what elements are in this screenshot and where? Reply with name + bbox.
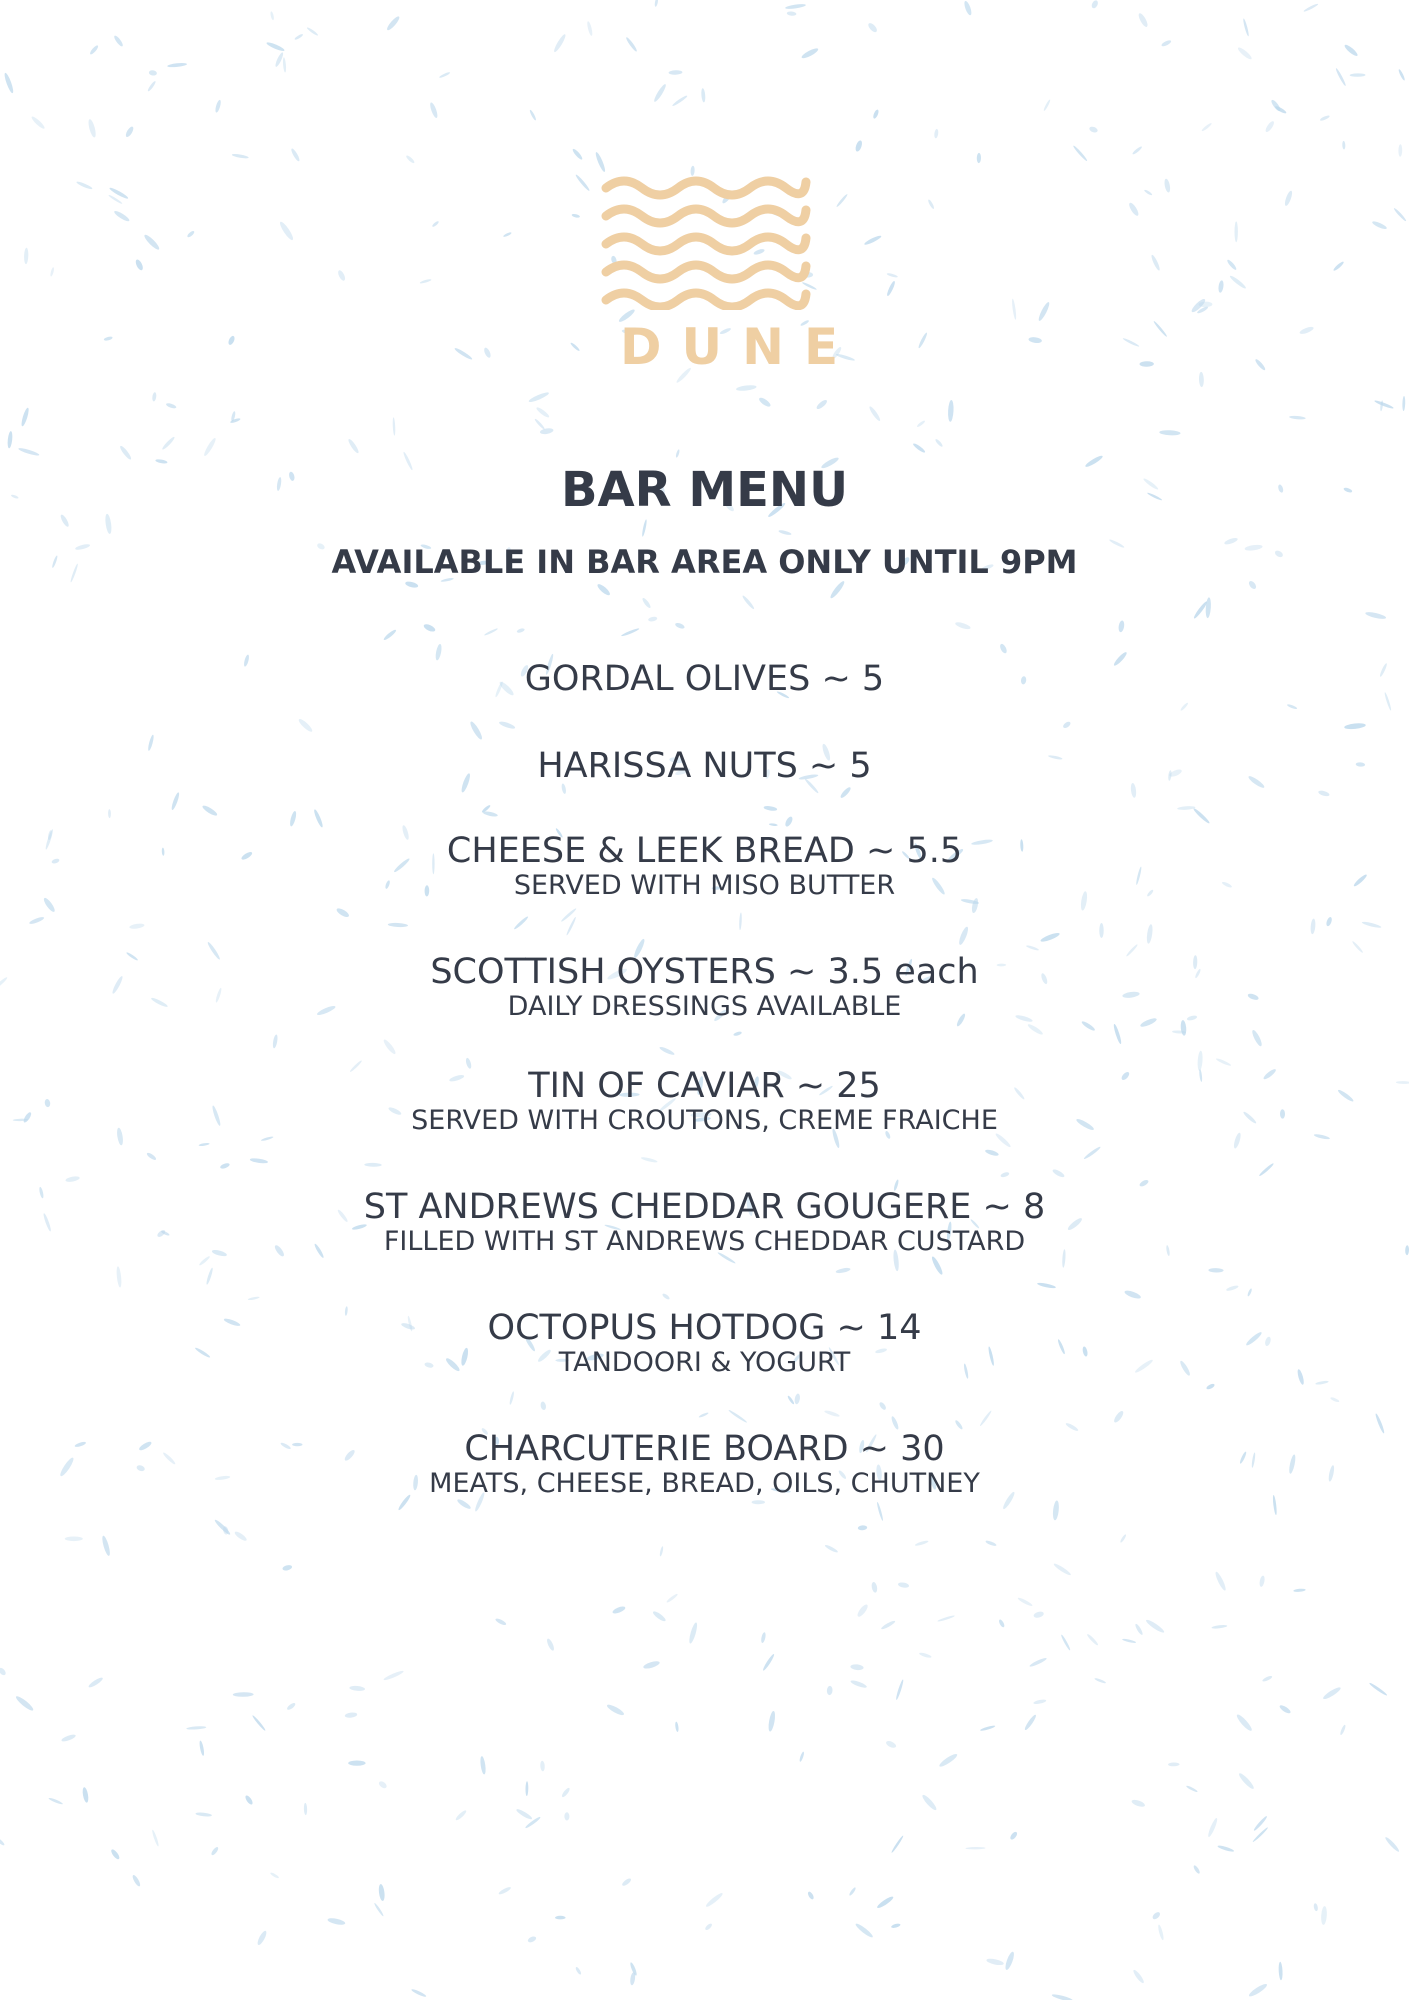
- menu-item-name: GORDAL OLIVES ~ 5: [524, 659, 885, 699]
- menu-item: [0, 659, 1409, 699]
- logo-wordmark: DUNE: [620, 318, 859, 376]
- menu-item-description: TANDOORI & YOGURT: [558, 1347, 851, 1378]
- menu-item: [0, 1187, 1409, 1258]
- menu-item-description: SERVED WITH MISO BUTTER: [513, 870, 896, 901]
- menu-item-name: HARISSA NUTS ~ 5: [537, 746, 872, 786]
- menu-item-description: SERVED WITH CROUTONS, CREME FRAICHE: [411, 1105, 998, 1136]
- menu-item: [0, 831, 1409, 902]
- menu-item-description: MEATS, CHEESE, BREAD, OILS, CHUTNEY: [429, 1468, 980, 1499]
- menu-item: [0, 746, 1409, 786]
- menu-title: BAR MENU: [560, 462, 849, 518]
- menu-item: [0, 1066, 1409, 1137]
- wave-lines-icon: [600, 170, 812, 310]
- menu-item-name: SCOTTISH OYSTERS ~ 3.5 each: [430, 952, 979, 992]
- menu-subtitle: AVAILABLE IN BAR AREA ONLY UNTIL 9PM: [331, 543, 1078, 581]
- dune-logo: [600, 170, 859, 380]
- menu-item-name: OCTOPUS HOTDOG ~ 14: [487, 1308, 922, 1348]
- menu-item-name: CHEESE & LEEK BREAD ~ 5.5: [446, 831, 963, 871]
- menu-item: [0, 952, 1409, 1023]
- menu-item-name: ST ANDREWS CHEDDAR GOUGERE ~ 8: [363, 1187, 1046, 1227]
- menu-item: [0, 1308, 1409, 1379]
- menu-item-description: FILLED WITH ST ANDREWS CHEDDAR CUSTARD: [383, 1226, 1026, 1257]
- menu-item-name: TIN OF CAVIAR ~ 25: [528, 1066, 881, 1106]
- menu-item: [0, 1429, 1409, 1500]
- menu-item-name: CHARCUTERIE BOARD ~ 30: [464, 1429, 945, 1469]
- menu-item-description: DAILY DRESSINGS AVAILABLE: [507, 991, 902, 1022]
